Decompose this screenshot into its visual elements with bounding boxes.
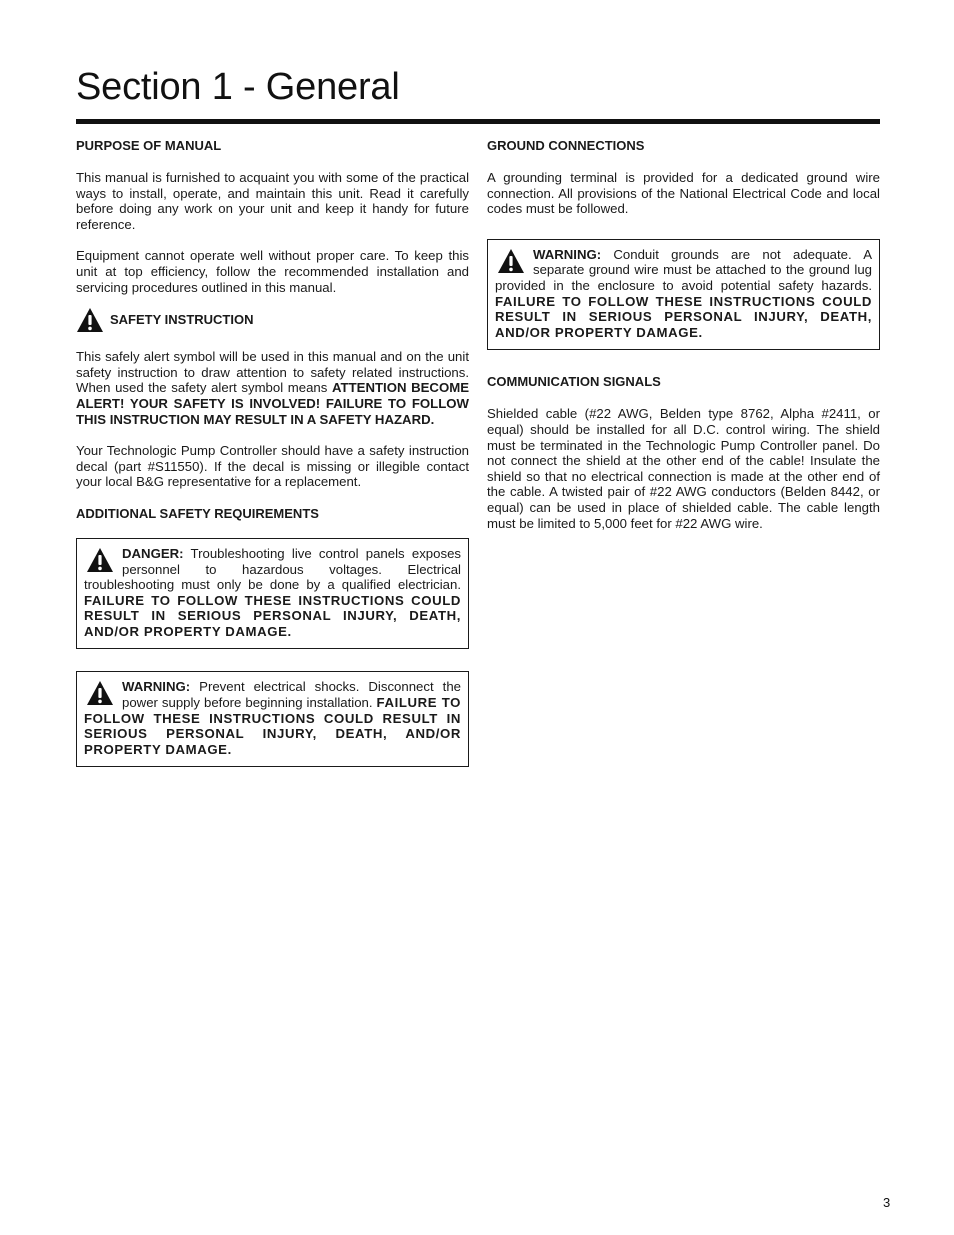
additional-safety-heading: ADDITIONAL SAFETY REQUIREMENTS — [76, 505, 319, 521]
safety-paragraph-1-bold: ATTENTION BECOME ALERT! YOUR SAFETY IS INVOLVED! FAILURE TO FOLLOW THIS INSTRUCTION MAY RESULT IN A SAFETY HAZARD. — [76, 380, 469, 427]
warning-box-left — [76, 671, 469, 767]
danger-text: Troubleshooting live control panels exposes personnel to hazardous voltages. Electrical troubleshooting must only be done by a qualified electrician. — [84, 545, 461, 593]
page-number: 3 — [883, 1195, 891, 1210]
danger-bold-text: FAILURE TO FOLLOW THESE INSTRUCTIONS COULD RESULT IN SERIOUS PERSONAL INJURY, DEATH, AND/OR PROPERTY DAMAGE. — [84, 592, 461, 639]
purpose-paragraph-1: This manual is furnished to acquaint you with some of the practical ways to install, operate, and maintain this unit. Read it carefully before doing any work on your unit and keep it handy for future reference. — [76, 170, 469, 232]
communication-signals-heading: COMMUNICATION SIGNALS — [487, 374, 661, 390]
safety-paragraph-1-text: This safely alert symbol will be used in this manual and on the unit safety instruction to draw attention to safety related instructions. When used the safety alert symbol means — [76, 349, 469, 396]
warning-label-right: WARNING: — [533, 246, 602, 262]
danger-label: DANGER: — [122, 545, 184, 561]
safety-paragraph-1 — [76, 349, 469, 427]
safety-heading: SAFETY INSTRUCTION — [110, 312, 254, 328]
right-column — [487, 136, 880, 531]
warning-triangle-icon — [86, 547, 114, 573]
warning-box-right — [487, 239, 880, 351]
communication-paragraph: Shielded cable (#22 AWG, Belden type 8762, Alpha #2411, or equal) should be installed for all D.C. control wiring. The shield must be terminated in the Technologic Pump Controller panel. Do not connect the shield at the other end of the cable! Insulate the shield so that no electrical connection is made at the other end of the cable. A twisted pair of #22 AWG conductors (Belden 8442, or equal) can be used in place of shielded cable. The cable length must be limited to 5,000 feet for #22 AWG wire. — [487, 406, 880, 531]
warning-bold-text-left: FAILURE TO FOLLOW THESE INSTRUCTIONS COULD RESULT IN SERIOUS PERSONAL INJURY, DEATH, AND/OR PROPERTY DAMAGE. — [84, 695, 461, 757]
danger-box — [76, 538, 469, 650]
warning-text-right: Conduit grounds are not adequate. A separate ground wire must be attached to the ground lug provided in the enclosure to avoid potential safety hazards. — [495, 246, 872, 293]
safety-paragraph-2: Your Technologic Pump Controller should have a safety instruction decal (part #S11550). If the decal is missing or illegible contact your local B&G representative for a replacement. — [76, 443, 469, 490]
purpose-heading: PURPOSE OF MANUAL — [76, 138, 222, 153]
ground-paragraph: A grounding terminal is provided for a dedicated ground wire connection. All provisions of the National Electrical Code and local codes must be followed. — [487, 170, 880, 217]
warning-triangle-icon — [86, 680, 114, 706]
warning-message-right — [495, 247, 872, 341]
ground-connections-heading: GROUND CONNECTIONS — [487, 138, 645, 153]
left-column — [76, 136, 469, 767]
purpose-paragraph-2: Equipment cannot operate well without proper care. To keep this unit at top efficiency, follow the recommended installation and servicing procedures outlined in this manual. — [76, 248, 469, 295]
warning-triangle-icon — [76, 307, 104, 333]
warning-text-left: Prevent electrical shocks. Disconnect the power supply before beginning installation. — [122, 679, 461, 711]
page-title: Section 1 - General — [76, 66, 400, 108]
warning-triangle-icon — [497, 248, 525, 274]
title-rule — [76, 119, 880, 124]
warning-label-left: WARNING: — [122, 679, 191, 695]
warning-bold-text-right: FAILURE TO FOLLOW THESE INSTRUCTIONS COULD RESULT IN SERIOUS PERSONAL INJURY, DEATH, AND/OR PROPERTY DAMAGE. — [495, 293, 872, 340]
warning-message-left — [84, 679, 461, 757]
safety-instruction-header — [76, 305, 469, 335]
danger-message — [84, 546, 461, 640]
